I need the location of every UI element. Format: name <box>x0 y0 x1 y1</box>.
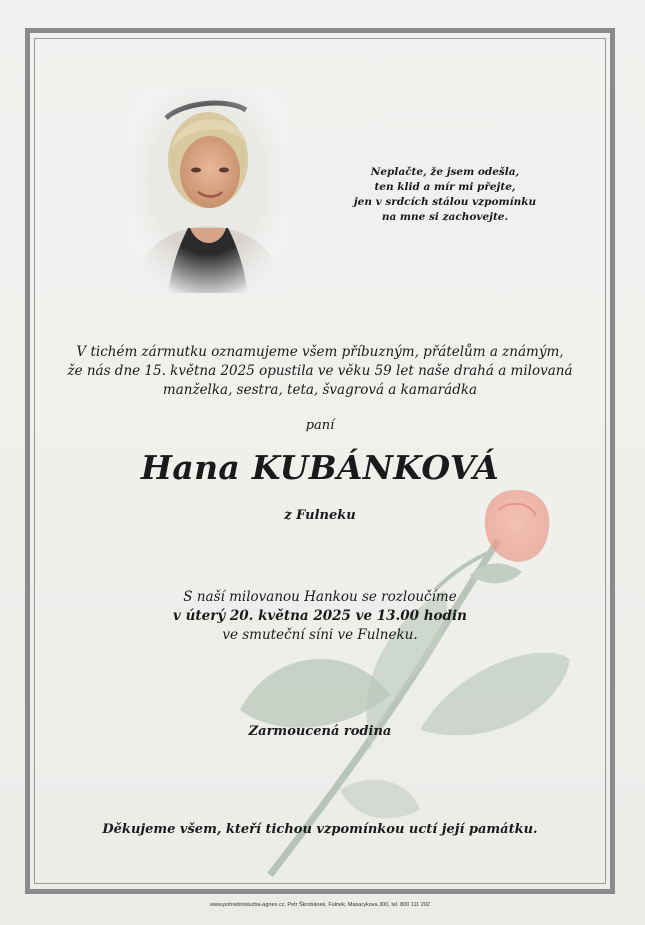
honorific: paní <box>305 418 335 433</box>
deceased-name: Hana KUBÁNKOVÁ <box>140 448 500 487</box>
announcement-text <box>40 343 600 400</box>
thanks-line: Děkujeme všem, kteří tichou vzpomínkou uctí její památku. <box>102 822 538 837</box>
poem-line: jen v srdcích stálou vzpomínku <box>353 196 537 208</box>
portrait-photo-icon <box>128 88 288 293</box>
farewell-datetime: v úterý 20. května 2025 ve 13.00 hodin <box>173 608 467 624</box>
announcement-line: že nás dne 15. května 2025 opustila ve věku 59 let naše drahá a milovaná <box>67 363 573 379</box>
rose-icon <box>230 480 610 880</box>
farewell-location: ve smuteční síni ve Fulneku. <box>222 627 418 643</box>
poem-line: na mne si zachovejte. <box>381 211 509 223</box>
announcement-line: V tichém zármutku oznamujeme všem příbuzným, přátelům a známým, <box>76 344 564 360</box>
poem-line: ten klid a mír mi přejte, <box>374 181 516 193</box>
family-signature: Zarmoucená rodina <box>248 724 392 739</box>
farewell-line: S naší milovanou Hankou se rozloučíme <box>183 589 457 605</box>
deceased-origin: z Fulneku <box>284 508 356 523</box>
farewell-details <box>40 588 600 645</box>
poem-line: Neplačte, že jsem odešla, <box>370 166 520 178</box>
footer-contact: www.pohrebnisluzba-agnes.cz, Petr Škrobánek, Fulnek, Masarykova 300, tel. 800 111 202 <box>210 902 430 908</box>
memorial-poem <box>330 165 560 225</box>
announcement-line: manželka, sestra, teta, švagrová a kamarádka <box>162 382 478 398</box>
